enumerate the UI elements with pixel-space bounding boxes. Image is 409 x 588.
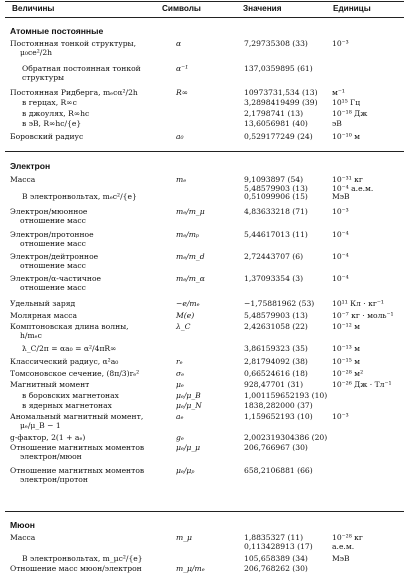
quantity-cell	[22, 345, 182, 354]
units-cell	[332, 370, 404, 379]
units-text: 10⁻¹⁸ Дж	[332, 109, 368, 118]
section-rule-1	[5, 151, 404, 152]
quantity-text: Отношение магнитных моментов	[10, 443, 145, 452]
units-cell	[332, 323, 404, 332]
units-text: МэВ	[332, 554, 350, 563]
value-cell	[244, 300, 330, 309]
value-text: 5,48579903 (13)	[244, 311, 308, 320]
units-cell	[332, 300, 404, 309]
units-text: 10¹⁵ Гц	[332, 98, 361, 107]
value-text: 5,44617013 (11)	[244, 230, 308, 239]
section-title: Электрон	[10, 161, 51, 171]
symbol-cell: σₑ	[176, 369, 185, 378]
quantity-text: Удельный заряд	[10, 299, 76, 308]
units-text: 10⁻⁴ а.е.м.	[332, 183, 374, 193]
value-text: 2,72443707 (6)	[244, 252, 304, 261]
symbol-cell: mₑ/m_d	[176, 252, 205, 261]
value-cell	[244, 434, 330, 443]
value-text: 0,113428913 (17)	[244, 541, 313, 551]
quantity-cell	[10, 89, 170, 98]
quantity-cell	[10, 358, 170, 367]
units-text: 10⁻¹⁵ м	[332, 357, 361, 366]
value-cell	[244, 345, 330, 354]
quantity-cell	[10, 253, 170, 270]
quantity-text: в боровских магнетонах	[22, 391, 119, 400]
value-text: 1838,282000 (37)	[244, 401, 313, 410]
symbol-cell: aₑ	[176, 412, 184, 421]
units-cell	[332, 120, 404, 129]
units-cell	[332, 312, 404, 321]
units-cell	[332, 231, 404, 240]
quantity-cell	[10, 133, 170, 142]
symbol-cell: mₑ/m_α	[176, 274, 205, 283]
symbol-cell: μₑ/μ_B	[176, 391, 201, 400]
units-cell	[332, 413, 404, 422]
value-cell	[244, 467, 330, 476]
quantity-cell	[10, 413, 170, 430]
quantity-text: μ₀ce²/2h	[20, 47, 53, 57]
units-text: МэВ	[332, 192, 350, 202]
symbol-cell: μₑ	[176, 380, 184, 389]
value-cell	[244, 444, 330, 453]
quantity-cell	[22, 99, 182, 108]
value-text: 1,8835327 (11)	[244, 533, 304, 542]
quantity-text: g-фактор, 2(1 + aₑ)	[10, 433, 86, 442]
value-text: 206,766967 (30)	[244, 443, 308, 452]
quantity-cell	[10, 231, 170, 248]
value-cell	[244, 176, 330, 202]
units-text: м⁻¹	[332, 88, 345, 97]
quantity-cell	[10, 323, 170, 340]
units-cell	[332, 555, 404, 564]
quantity-cell	[10, 565, 170, 574]
units-text: 10⁻³¹ кг	[332, 175, 363, 184]
symbol-cell: μₑ/μₚ	[176, 466, 195, 475]
header-symbol: Символы	[162, 4, 201, 13]
symbol-cell: mₑ/m_μ	[176, 207, 205, 216]
quantity-cell	[10, 208, 170, 225]
value-cell	[244, 99, 330, 108]
value-cell	[244, 370, 330, 379]
quantity-text: в джоулях, R∞hc	[22, 109, 90, 118]
quantity-text: в эВ, R∞hc/{e}	[22, 119, 82, 128]
quantity-text: отношение масс	[20, 260, 86, 270]
quantity-text: электрон/протон	[20, 474, 88, 484]
units-cell	[332, 534, 404, 551]
header-rule	[5, 17, 404, 18]
value-text: 0,51099906 (15)	[244, 192, 308, 202]
quantity-text: Аномальный магнитный момент,	[10, 412, 144, 421]
value-text: 1,001159652193 (10)	[244, 391, 328, 400]
quantity-text: Боровский радиус	[10, 132, 84, 141]
symbol-cell: α	[176, 39, 182, 48]
units-cell	[332, 133, 404, 142]
value-text: 1,159652193 (10)	[244, 412, 313, 421]
units-text: а.е.м.	[332, 541, 355, 551]
value-text: 105,658389 (34)	[244, 554, 308, 563]
quantity-text: отношение масс	[20, 238, 86, 248]
quantity-text: В электронвольтах, m_μc²/{e}	[22, 554, 143, 563]
units-text: 10⁻⁴	[332, 274, 349, 283]
quantity-cell	[10, 300, 170, 309]
value-text: 5,48579903 (13)	[244, 183, 308, 193]
units-text: 10⁻⁷ кг · моль⁻¹	[332, 311, 394, 320]
symbol-cell: rₑ	[176, 357, 183, 366]
value-cell	[244, 323, 330, 332]
value-text: 1,37093354 (3)	[244, 274, 304, 283]
quantity-text: Отношение магнитных моментов	[10, 466, 145, 475]
units-cell	[332, 345, 404, 354]
quantity-text: Постоянная Ридберга, mₑcα²/2h	[10, 88, 138, 97]
quantity-cell	[22, 65, 182, 82]
units-text: 10⁻⁴	[332, 230, 349, 239]
value-text: 928,47701 (31)	[244, 380, 304, 389]
units-cell	[332, 253, 404, 262]
value-text: −1,75881962 (53)	[244, 299, 315, 308]
quantity-text: структуры	[22, 72, 65, 82]
value-text: 4,83633218 (71)	[244, 207, 308, 216]
symbol-cell: a₀	[176, 132, 184, 141]
quantity-text: Электрон/протонное	[10, 230, 94, 239]
units-cell	[332, 110, 404, 119]
quantity-text: Масса	[10, 533, 36, 542]
value-cell	[244, 534, 330, 551]
units-cell	[332, 358, 404, 367]
units-cell	[332, 40, 404, 49]
units-text: 10⁻³	[332, 412, 349, 421]
quantity-cell	[10, 434, 170, 443]
symbol-cell: m_μ	[176, 533, 192, 542]
value-cell	[244, 358, 330, 367]
quantity-text: Магнитный момент	[10, 380, 90, 389]
units-cell	[332, 275, 404, 284]
quantity-text: Постоянная тонкой структуры,	[10, 39, 137, 48]
units-text: 10⁻³	[332, 39, 349, 48]
quantity-text: h/mₑc	[20, 330, 42, 340]
value-cell	[244, 413, 330, 422]
value-cell	[244, 402, 330, 411]
units-text: 10⁻³	[332, 207, 349, 216]
value-cell	[244, 231, 330, 240]
value-text: 9,1093897 (54)	[244, 175, 304, 184]
quantity-text: отношение масс	[20, 282, 86, 292]
quantity-text: Электрон/α-частичное	[10, 274, 102, 283]
symbol-cell: R∞	[176, 88, 189, 97]
value-cell	[244, 133, 330, 142]
section-title: Мюон	[10, 520, 35, 530]
quantity-text: Комптоновская длина волны,	[10, 322, 129, 331]
units-text: 10⁻¹² м	[332, 322, 361, 331]
value-cell	[244, 89, 330, 98]
symbol-cell: λ_C	[176, 322, 191, 331]
quantity-cell	[22, 193, 182, 202]
quantity-text: электрон/мюон	[20, 451, 82, 461]
value-text: 2,42631058 (22)	[244, 322, 308, 331]
value-cell	[244, 312, 330, 321]
units-cell	[332, 89, 404, 98]
value-text: 137,0359895 (61)	[244, 64, 313, 73]
quantity-text: Масса	[10, 175, 36, 184]
quantity-cell	[10, 381, 170, 390]
value-text: 658,2106881 (66)	[244, 466, 313, 475]
quantity-text: в герцах, R∞c	[22, 98, 77, 107]
value-text: 13,6056981 (40)	[244, 119, 308, 128]
quantity-text: Обратная постоянная тонкой	[22, 64, 141, 73]
quantity-cell	[10, 370, 170, 379]
units-text: 10¹¹ Кл · кг⁻¹	[332, 299, 384, 308]
value-text: 0,66524616 (18)	[244, 369, 308, 378]
quantity-cell	[10, 312, 170, 321]
value-text: 2,81794092 (38)	[244, 357, 308, 366]
quantity-text: ƛ_C/2π = αa₀ = α²/4πR∞	[22, 344, 117, 353]
units-text: 10⁻²⁶ Дж · Тл⁻¹	[332, 380, 392, 389]
quantity-cell	[10, 534, 170, 543]
value-cell	[244, 120, 330, 129]
quantity-text: отношение масс	[20, 215, 86, 225]
units-text: 10⁻²⁸ кг	[332, 533, 363, 542]
value-text: 7,29735308 (33)	[244, 39, 308, 48]
value-cell	[244, 40, 330, 49]
value-cell	[244, 392, 330, 401]
symbol-cell: gₑ	[176, 433, 184, 442]
value-cell	[244, 555, 330, 564]
quantity-cell	[10, 444, 170, 461]
value-text: 3,2898419499 (39)	[244, 98, 318, 107]
quantity-cell	[10, 467, 170, 484]
units-cell	[332, 208, 404, 217]
value-cell	[244, 110, 330, 119]
units-text: эВ	[332, 119, 342, 128]
value-text: 10973731,534 (13)	[244, 88, 318, 97]
symbol-cell: α⁻¹	[176, 64, 189, 73]
symbol-cell: mₑ/mₚ	[176, 230, 199, 239]
value-cell	[244, 275, 330, 284]
units-text: 10⁻²⁸ м²	[332, 369, 364, 378]
quantity-text: В электронвольтах, mₑc²/{e}	[22, 192, 137, 202]
quantity-text: Электрон/дейтронное	[10, 252, 99, 261]
quantity-cell	[22, 120, 182, 129]
quantity-text: Электрон/мюонное	[10, 207, 88, 216]
quantity-cell	[10, 40, 170, 57]
units-text: 10⁻¹⁰ м	[332, 132, 361, 141]
header-quantity: Величины	[12, 4, 55, 13]
symbol-cell: M(e)	[176, 311, 195, 320]
quantity-cell	[22, 392, 182, 401]
value-text: 3,86159323 (35)	[244, 344, 308, 353]
quantity-cell	[22, 402, 182, 411]
quantity-text: Молярная масса	[10, 311, 78, 320]
value-text: 0,529177249 (24)	[244, 132, 313, 141]
value-cell	[244, 565, 330, 574]
quantity-text: Томсоновское сечение, (8π/3)rₑ²	[10, 369, 140, 378]
symbol-cell: m_μ/mₑ	[176, 564, 205, 573]
quantity-cell	[22, 555, 182, 564]
symbol-cell: μₑ/μ_N	[176, 401, 202, 410]
symbol-cell: mₑ	[176, 175, 187, 184]
units-cell	[332, 176, 404, 202]
value-text: 2,1798741 (13)	[244, 109, 304, 118]
units-cell	[332, 99, 404, 108]
quantity-text: Отношение масс мюон/электрон	[10, 564, 142, 573]
value-cell	[244, 65, 330, 74]
quantity-text: в ядерных магнетонах	[22, 401, 112, 410]
section-title: Атомные постоянные	[10, 26, 104, 36]
symbol-cell: μₑ/μ_μ	[176, 443, 201, 452]
units-cell	[332, 381, 404, 390]
value-cell	[244, 253, 330, 262]
value-cell	[244, 208, 330, 217]
header-units: Единицы	[333, 4, 371, 13]
units-text: 10⁻¹³ м	[332, 344, 361, 353]
value-text: 2,002319304386 (20)	[244, 433, 328, 442]
section-rule-2	[5, 511, 404, 512]
units-text: 10⁻⁴	[332, 252, 349, 261]
value-cell	[244, 381, 330, 390]
quantity-cell	[22, 110, 182, 119]
value-text: 206,768262 (30)	[244, 564, 308, 573]
quantity-text: Классический радиус, α²a₀	[10, 357, 119, 366]
symbol-cell: −e/mₑ	[176, 299, 200, 308]
quantity-cell	[10, 275, 170, 292]
quantity-text: μₑ/μ_B − 1	[20, 420, 61, 430]
quantity-cell	[10, 176, 170, 185]
header-value: Значения	[243, 4, 282, 13]
